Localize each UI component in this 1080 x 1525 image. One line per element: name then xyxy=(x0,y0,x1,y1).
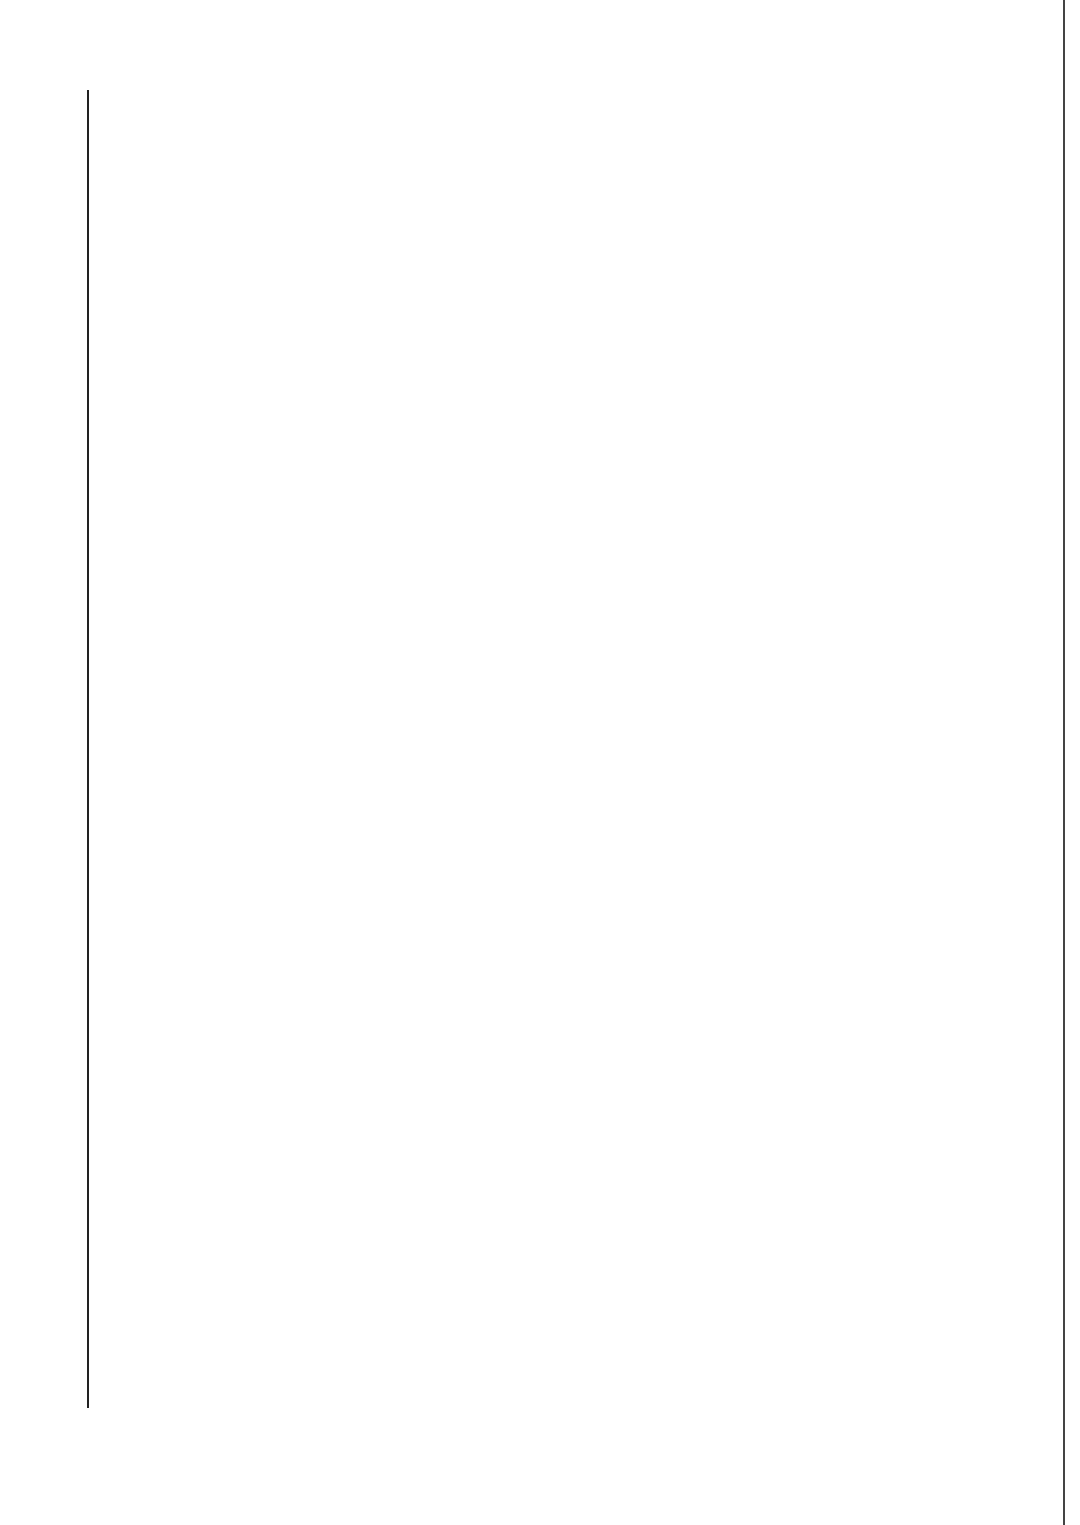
left-margin-line xyxy=(87,90,89,1408)
right-margin-line xyxy=(1063,0,1065,1525)
